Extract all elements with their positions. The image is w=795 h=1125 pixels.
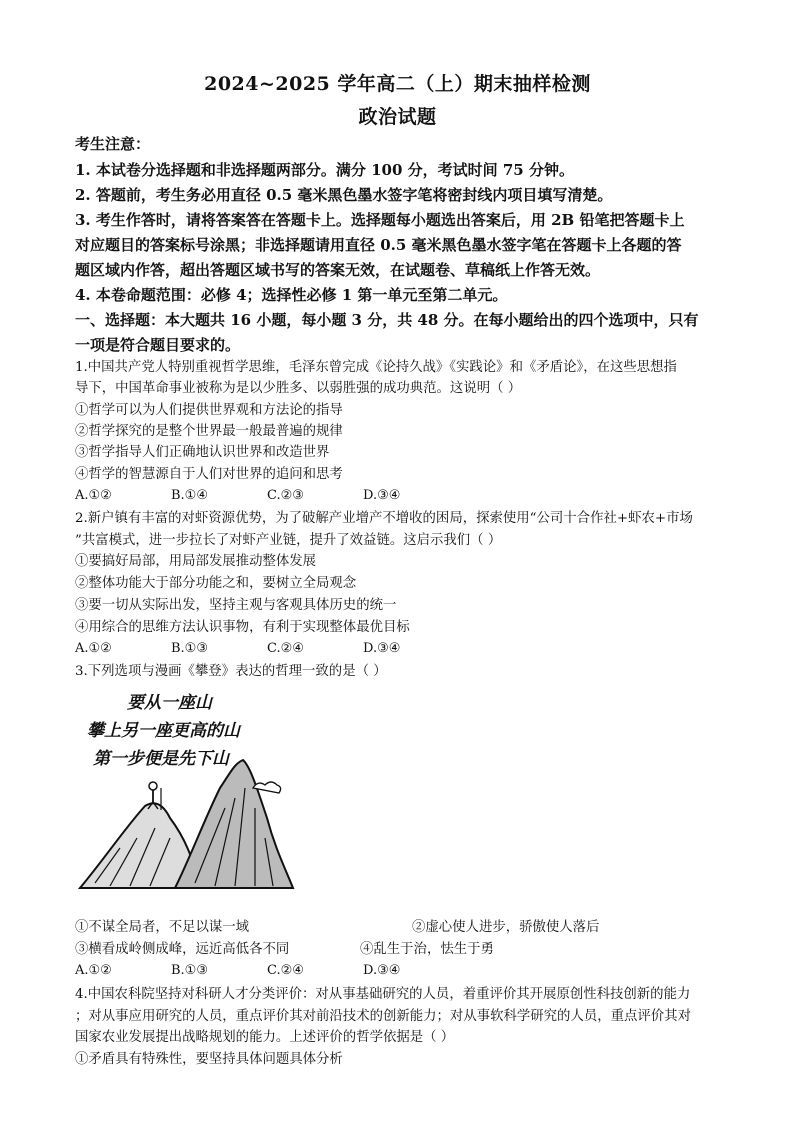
- mountain-drawing-icon: [75, 688, 295, 906]
- q3-item-3: ③横看成岭侧成峰，远近高低各不同: [75, 942, 290, 957]
- exam-title: 2024~2025 学年高二（上）期末抽样检测: [204, 73, 591, 95]
- option-d: D.③④: [363, 963, 401, 978]
- notice-item: 1. 本试卷分选择题和非选择题两部分。满分 100 分，考试时间 75 分钟。: [75, 161, 574, 179]
- q3-item-4: ④乱生于治，怯生于勇: [360, 942, 494, 957]
- q1-item: ①哲学可以为人们提供世界观和方法论的指导: [75, 403, 343, 418]
- climbing-cartoon: [75, 688, 295, 906]
- q1-item: ③哲学指导人们正确地认识世界和改造世界: [75, 445, 330, 460]
- cartoon-caption: 第一步便是先下山: [93, 749, 229, 769]
- q4-stem-cont: 国家农业发展提出战略规划的能力。上述评价的哲学依据是（ ）: [75, 1030, 455, 1045]
- notice-item: 3. 考生作答时，请将答案答在答题卡上。选择题每小题选出答案后，用 2B 铅笔把答题卡上: [75, 211, 685, 229]
- option-d: D.③④: [363, 641, 401, 656]
- q3-item-2: ②虚心使人进步，骄傲使人落后: [412, 920, 600, 935]
- notice-item: 对应题目的答案标号涂黑；非选择题请用直径 0.5 毫米黑色墨水签字笔在答题卡上各题的答: [75, 236, 682, 254]
- q1-item: ④哲学的智慧源自于人们对世界的追问和思考: [75, 467, 343, 482]
- q2-item: ③要一切从实际出发，坚持主观与客观具体历史的统一: [75, 598, 397, 613]
- cartoon-caption: 攀上另一座更高的山: [87, 721, 240, 741]
- q4-item: ①矛盾具有特殊性，要坚持具体问题具体分析: [75, 1052, 343, 1067]
- option-c: C.②③: [267, 488, 304, 503]
- notice-item: 题区域内作答，超出答题区域书写的答案无效，在试题卷、草稿纸上作答无效。: [75, 261, 601, 279]
- option-c: C.②④: [267, 963, 304, 978]
- q2-item: ②整体功能大于部分功能之和，要树立全局观念: [75, 576, 357, 591]
- option-a: A.①②: [75, 963, 112, 978]
- option-b: B.①③: [171, 963, 208, 978]
- notice-heading: 考生注意：: [75, 135, 151, 153]
- q2-item: ①要搞好局部，用局部发展推动整体发展: [75, 554, 317, 569]
- q2-stem-cont: ”共富模式，进一步拉长了对虾产业链，提升了效益链。这启示我们（ ）: [75, 533, 502, 548]
- q3-stem: 3.下列选项与漫画《攀登》表达的哲理一致的是（ ）: [75, 664, 387, 679]
- q1-stem-cont: 导下，中国革命事业被称为是以少胜多、以弱胜强的成功典范。这说明（ ）: [75, 381, 522, 396]
- section-heading-cont: 一项是符合题目要求的。: [75, 336, 241, 354]
- q1-stem: 1.中国共产党人特别重视哲学思维，毛泽东曾完成《论持久战》《实践论》和《矛盾论》，在这些思想指: [75, 360, 677, 375]
- q4-stem: 4.中国农科院坚持对科研人才分类评价：对从事基础研究的人员，着重评价其开展原创性科技创新的能力: [75, 987, 691, 1002]
- option-b: B.①④: [171, 488, 208, 503]
- option-b: B.①③: [171, 641, 208, 656]
- q3-item-1: ①不谋全局者，不足以谋一域: [75, 920, 250, 935]
- option-d: D.③④: [363, 488, 401, 503]
- cartoon-caption: 要从一座山: [127, 693, 212, 713]
- exam-subject: 政治试题: [358, 106, 437, 128]
- option-c: C.②④: [267, 641, 304, 656]
- q3-item: [75, 940, 725, 960]
- notice-item: 4. 本卷命题范围：必修 4；选择性必修 1 第一单元至第二单元。: [75, 286, 508, 304]
- notice-item: 2. 答题前，考生务必用直径 0.5 毫米黑色墨水签字笔将密封线内项目填写清楚。: [75, 186, 613, 204]
- q2-stem: 2.新户镇有丰富的对虾资源优势，为了破解产业增产不增收的困局，探索使用“公司十合作社+虾农+市场: [75, 511, 693, 526]
- section-heading: 一、选择题：本大题共 16 小题，每小题 3 分，共 48 分。在每小题给出的四个选项中，只有: [75, 311, 699, 329]
- option-a: A.①②: [75, 641, 112, 656]
- option-a: A.①②: [75, 488, 112, 503]
- q1-item: ②哲学探究的是整个世界最一般最普遍的规律: [75, 424, 343, 439]
- q3-item: [75, 918, 725, 938]
- q4-stem-cont: ；对从事应用研究的人员，重点评价其对前沿技术的创新能力；对从事软科学研究的人员，重点评价其对: [75, 1009, 691, 1024]
- q2-item: ④用综合的思维方法认识事物，有利于实现整体最优目标: [75, 620, 410, 635]
